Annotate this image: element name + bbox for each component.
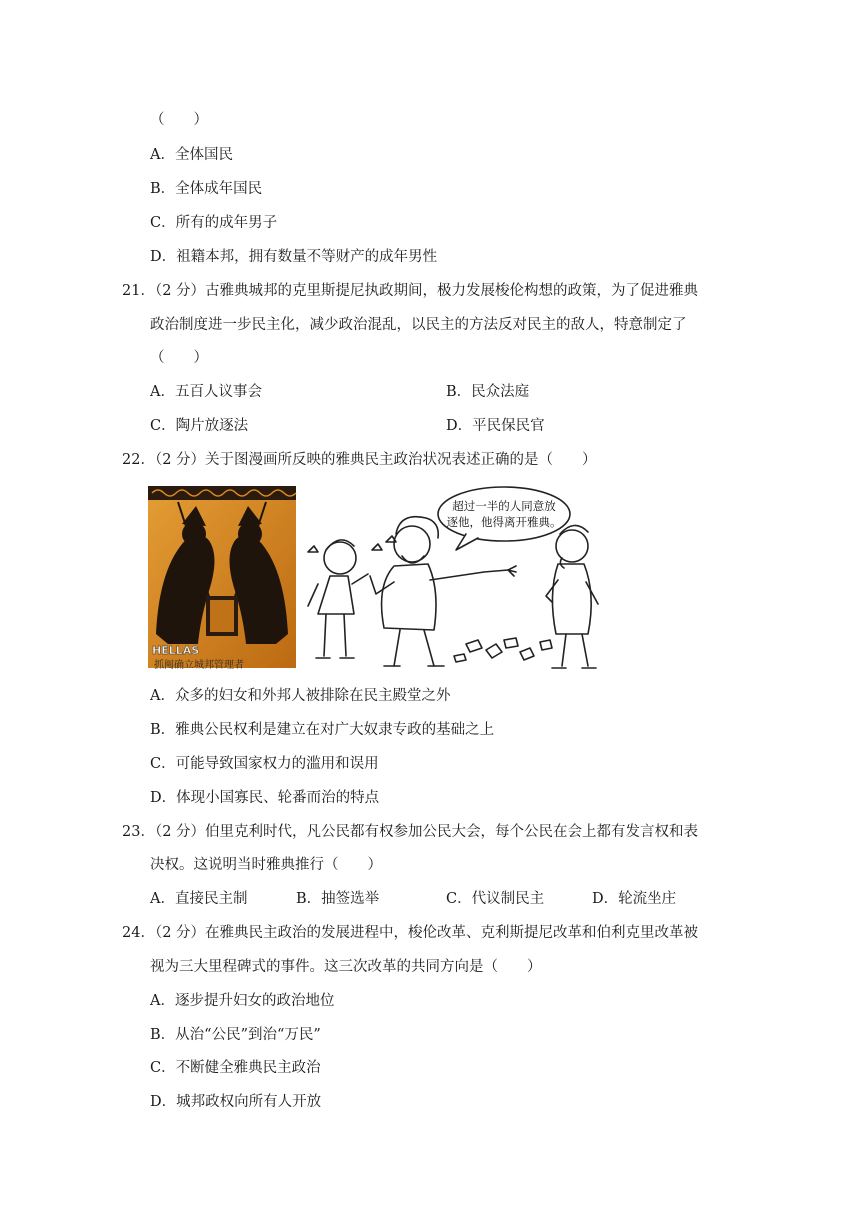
question-22-figure <box>148 484 618 674</box>
option-d: D．平民保民官 <box>446 418 545 434</box>
speech-bubble-line-2: 逐他，他得离开雅典。 <box>446 515 562 529</box>
option-d: D．体现小国寡民、轮番而治的特点 <box>150 790 380 806</box>
option-a: A．直接民主制 <box>150 891 248 907</box>
option-c: C．不断健全雅典民主政治 <box>150 1060 321 1076</box>
question-22-stem: 22．（2 分）关于图漫画所反映的雅典民主政治状况表述正确的是（ ） <box>122 452 597 468</box>
question-24-stem-cont: 视为三大里程碑式的事件。这三次改革的共同方向是（ ） <box>150 959 542 975</box>
option-a: A．五百人议事会 <box>150 384 262 400</box>
answer-blank: （ ） <box>150 112 208 128</box>
answer-blank: （ ） <box>150 350 208 366</box>
option-b: B．抽签选举 <box>296 891 380 907</box>
option-b: B．民众法庭 <box>446 384 530 400</box>
question-23-stem: 23．（2 分）伯里克利时代，凡公民都有权参加公民大会，每个公民在会上都有发言权和表 <box>122 824 699 840</box>
option-c: C．陶片放逐法 <box>150 418 249 434</box>
option-d: D．祖籍本邦，拥有数量不等财产的成年男性 <box>150 249 438 265</box>
question-21-stem: 21．（2 分）古雅典城邦的克里斯提尼执政期间，极力发展梭伦构想的政策，为了促进雅典 <box>122 283 699 299</box>
option-c: C．可能导致国家权力的滥用和误用 <box>150 756 379 772</box>
speech-bubble-line-1: 超过一半的人同意放 <box>452 499 556 513</box>
question-24-stem: 24．（2 分）在雅典民主政治的发展进程中，梭伦改革、克利斯提尼改革和伯利克里改革被 <box>122 925 699 941</box>
option-c: C．所有的成年男子 <box>150 215 278 231</box>
option-b: B．全体成年国民 <box>150 181 263 197</box>
option-b: B．从治“公民”到治“万民” <box>150 1027 321 1043</box>
option-c: C．代议制民主 <box>446 891 545 907</box>
option-a: A．全体国民 <box>150 147 233 163</box>
option-b: B．雅典公民权利是建立在对广大奴隶专政的基础之上 <box>150 722 495 738</box>
option-d: D．轮流坐庄 <box>592 891 677 907</box>
question-23-stem-cont: 决权。这说明当时雅典推行（ ） <box>150 857 382 873</box>
vase-caption-chinese: 抓阄确立城邦管理者 <box>154 660 244 671</box>
vase-painting-image <box>148 486 296 668</box>
option-a: A．逐步提升妇女的政治地位 <box>150 993 335 1009</box>
option-d: D．城邦政权向所有人开放 <box>150 1094 322 1110</box>
vase-caption-latin: HELLAS <box>152 644 200 657</box>
question-21-stem-cont: 政治制度进一步民主化，减少政治混乱，以民主的方法反对民主的敌人，特意制定了 <box>150 317 687 333</box>
option-a: A．众多的妇女和外邦人被排除在民主殿堂之外 <box>150 688 451 704</box>
